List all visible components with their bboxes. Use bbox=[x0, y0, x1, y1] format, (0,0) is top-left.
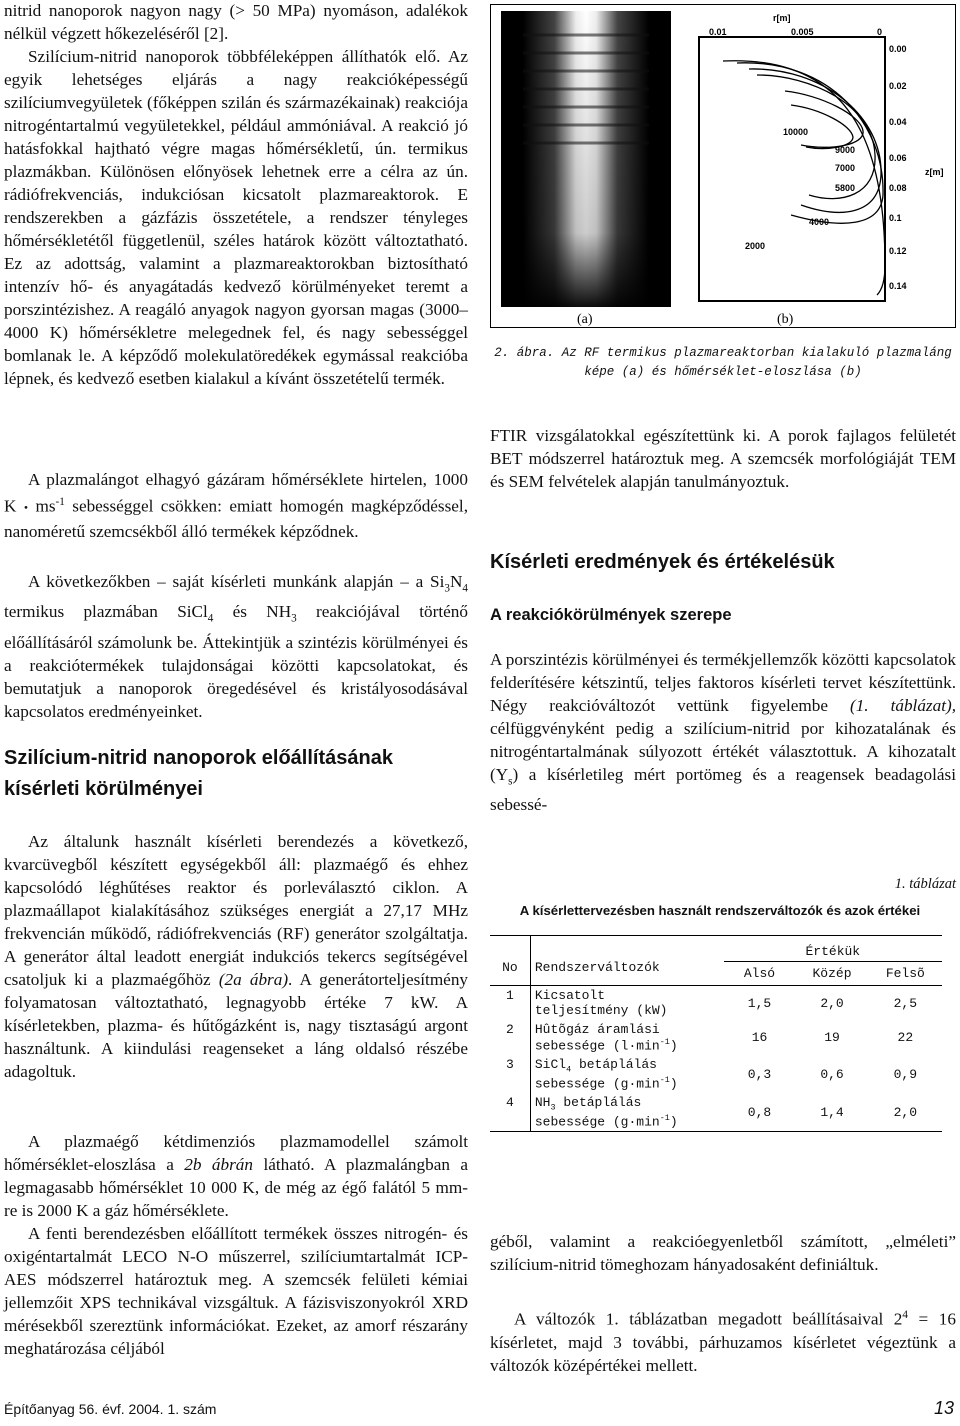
svg-text:7000: 7000 bbox=[835, 163, 856, 173]
journal-footer: Építőanyag 56. évf. 2004. 1. szám bbox=[4, 1401, 217, 1417]
table-number: 1. táblázat bbox=[894, 876, 956, 892]
svg-text:4000: 4000 bbox=[809, 217, 830, 227]
page-number: 13 bbox=[933, 1398, 954, 1418]
table-header-row bbox=[490, 936, 942, 962]
r-axis-title: r[m] bbox=[773, 13, 791, 23]
r-tick: 0 bbox=[877, 27, 883, 37]
paragraph: Szilícium-nitrid nanoporok többféleképpen állíthatók elő. Az egyik lehetséges eljárás a nagy reakcióképességű szilíciumvegyületek (főképpen szilán és származékainak) reakciója nitrogéntartalmú vegyületekkel, például ammóniával. A reakció jó hatásfokkal hajtható végre magas hőmérsékletű, ún. termikus plazmákban. Különösen előnyösek lehetnek erre a célra az ún. rádiófrekvenciás, indukciósan kicsatolt plazmareaktorok. E rendszerekben a gázfázis összetétele, a rendszer tényleges hőmérsékletétől függetlenül, széles határok között változtatható. Ez az adottság, valamint a plazmareaktorokban biztosítható intenzív hő- és anyagátadás kedvező körülményeket teremt a porszintézishez. A reagáló anyagok nagyon gyorsan magas (3000–4000 K) hőmérsékletre melegednek fel, és nagy sebességgel bomlanak le. A képződő molekulatöredékek egymással reakcióba lépnek, és kedvező esetben kialakul a kívánt összetételű termék. bbox=[4, 47, 468, 388]
section-heading: Szilícium-nitrid nanoporok előállításának kísérleti körülményei bbox=[4, 747, 393, 800]
svg-text:2000: 2000 bbox=[745, 241, 766, 251]
paragraph: A fenti berendezésben előállított termékek összes nitrogén- és oxigéntartalmát LECO N-O műszerrel, szilíciumtartalmát ICP-AES módszerrel határoztuk meg. A szemcsék felületi kémiai jellemzőit XPS technikával vizsgáltuk. A fázisviszonyokról XRD mérésekből szereztünk információkat. Ezeket, az amorf részarány meghatározása céljából bbox=[4, 1224, 468, 1358]
z-axis-title: z[m] bbox=[925, 167, 944, 177]
subsection-heading: A reakciókörülmények szerepe bbox=[490, 606, 732, 624]
variables-table bbox=[490, 935, 942, 1132]
table-row: 2 Hûtõgáz áramlási sebessége $(l\cdot\min^{-1})$ 16 19 22 bbox=[490, 1020, 942, 1055]
paragraph: A plazmaégő kétdimenziós plazmamodellel számolt hőmérséklet-eloszlása a 2b ábrán látható. A plazmalángban a legmagasabb hőmérséklet 10 000 K, de még az égő falától 5 mm-re is 2000 K a gáz hőmérséklete. bbox=[4, 1132, 469, 1220]
svg-text:0.00: 0.00 bbox=[889, 44, 907, 54]
isotherm-curves bbox=[723, 61, 885, 295]
paragraph: A következőkben – saját kísérleti munkánk alapján – a $Si_3N_4$ termikus plazmában SiCl$_4$ és $NH_3$ reakciójával történő előállításáról számolunk be. Áttekintjük a szintézis körülményei és a reakciótermékek tulajdonságai közötti kapcsolatokat, és bemutatjuk a nanoporok öregedésével és kristályosodásával kapcsolatos eredményeinket. bbox=[4, 572, 468, 721]
paragraph: A porszintézis körülményei és termékjellemzők közötti kapcsolatok felderítésére kétszintű, teljes faktoros kísérleti tervet készítettünk. Négy reakcióváltozót vettünk figyelembe (1. táblázat), célfüggvényként pedig a szilícium-nitrid por kihozatalának és nitrogéntartalmának súlyozott értékét választottuk. A kihozatalt $(Y_s)$ a kísérletileg mért portömeg és a reagensek beadagolási sebessé- bbox=[490, 650, 956, 815]
svg-text:9000: 9000 bbox=[835, 145, 856, 155]
header-variables: Rendszerváltozók bbox=[534, 960, 660, 975]
figure-caption: 2. ábra. Az RF termikus plazmareaktorban kialakuló plazmaláng képe (a) és hőmérséklet-eloszlása (b) bbox=[494, 346, 952, 379]
temperature-distribution-chart bbox=[699, 13, 944, 301]
svg-text:0.08: 0.08 bbox=[889, 183, 907, 193]
paragraph: FTIR vizsgálatokkal egészítettünk ki. A porok fajlagos felületét BET módszerrel határoztuk meg. A szemcsék morfológiáját TEM és SEM felvételek alapján tanulmányoztuk. bbox=[490, 426, 956, 491]
svg-text:5800: 5800 bbox=[835, 183, 856, 193]
table-row: 3 SiCl$_4$ betáplálás sebessége $(g\cdot\min^{-1})$ 0,3 0,6 0,9 bbox=[490, 1055, 942, 1093]
section-heading: Kísérleti eredmények és értékelésük bbox=[490, 551, 835, 573]
svg-text:0.06: 0.06 bbox=[889, 153, 907, 163]
table-row: 4 $NH_3$ betáplálás sebessége $(g\cdot\min^{-1})$ 0,8 1,4 2,0 bbox=[490, 1093, 942, 1131]
header-values: Értékük bbox=[724, 936, 942, 962]
svg-text:0.14: 0.14 bbox=[889, 281, 907, 291]
isotherm-labels bbox=[745, 127, 855, 251]
svg-text:10000: 10000 bbox=[783, 127, 809, 137]
paragraph: nitrid nanoporok nagyon nagy (> 50 MPa) nyomáson, adalékok nélkül végzett hőkezeléséről [2]. bbox=[4, 1, 468, 43]
svg-text:0.1: 0.1 bbox=[889, 213, 902, 223]
svg-text:0.04: 0.04 bbox=[889, 117, 907, 127]
z-ticks bbox=[889, 44, 907, 291]
table-row: 1 Kicsatolt teljesítmény (kW) 1,5 2,0 2,5 bbox=[490, 986, 942, 1021]
figure-label-a: (a) bbox=[577, 312, 593, 326]
svg-text:0.02: 0.02 bbox=[889, 81, 907, 91]
figure-label-b: (b) bbox=[777, 312, 794, 326]
svg-text:0.12: 0.12 bbox=[889, 246, 907, 256]
figure-2-svg bbox=[491, 5, 954, 326]
header-high: Felsõ bbox=[885, 966, 925, 981]
header-low: Alsó bbox=[743, 966, 776, 981]
r-tick: 0.005 bbox=[791, 27, 814, 37]
paragraph: A plazmalángot elhagyó gázáram hőmérséklete hirtelen, 1000 K • $ms^{-1}$ sebességgel csökken: emiatt homogén magképződéssel, nanoméretű szemcsékből álló termékek képződnek. bbox=[4, 470, 469, 541]
figure-2 bbox=[490, 4, 956, 328]
r-tick: 0.01 bbox=[709, 27, 727, 37]
plasma-flame-photo bbox=[501, 11, 671, 307]
header-no: No bbox=[490, 936, 530, 986]
paragraph: Az általunk használt kísérleti berendezés a következő, kvarcüvegből készített egységekből áll: plazmaégő és ehhez kapcsolódó léghűtéses reaktor és porleválasztó ciklon. A plazmaállapot kialakításához szükséges energiát a 27,17 MHz frekvencián működő, rádiófrekvenciás (RF) generátor szolgáltatja. A generátor által leadott energiát indukciós tekercs segítségével csatoljuk ki a plazmaégőhöz (2a ábra). A generátorteljesítmény folyamatosan változtatható, legnagyobb értéke 7 kW. A kísérletekben, plazma- és hűtőgázként is, nagy tisztaságú argont használtunk. A kiindulási reagenseket a láng oldalsó részébe adagoltuk. bbox=[4, 832, 469, 1081]
paragraph: géből, valamint a reakcióegyenletből számított, „elméleti” szilícium-nitrid tömeghozam hányadosaként definiáltuk. bbox=[490, 1232, 956, 1274]
header-mid: Közép bbox=[812, 966, 852, 981]
table-title: A kísérlettervezésben használt rendszerváltozók és azok értékei bbox=[519, 903, 921, 918]
paragraph: A változók 1. táblázatban megadott beállításaival $2^4 = 16$ kísérletet, majd 3 további, párhuzamos kísérletet végeztünk a változók középértékei mellett. bbox=[490, 1309, 956, 1375]
